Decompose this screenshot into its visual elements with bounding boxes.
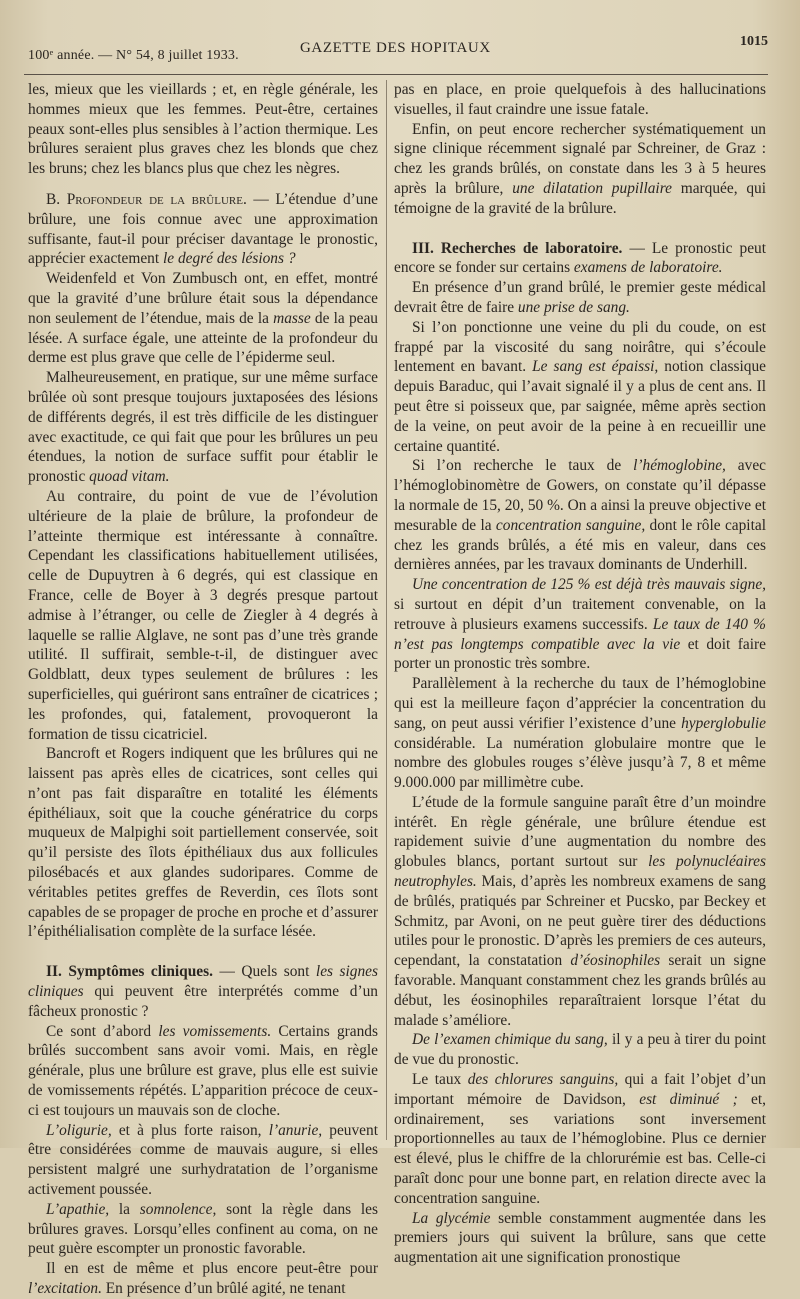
section-heading: III. Recherches de laboratoire. [412,239,623,257]
paragraph-symptoms-heading: II. Symptômes cliniques. — Quels sont les signes cliniques qui peuvent être interprétés comme d’un fâcheux pronostic ? [28,963,378,1020]
header-rule [24,74,768,75]
paragraph: Parallèlement à la recherche du taux de l’hémoglobine qui est la meilleure façon d’apprécier la concentration du sang, on peut aussi vérifier l’existence d’une hyperglobulie considérable. La numération globulaire montre que le nombre des globules rouges s’élève jusqu’à 7, 8 et même 9.000.000 par millimètre cube. [394,675,766,792]
paragraph: Si l’on ponctionne une veine du pli du coude, on est frappé par la viscosité du sang noirâtre, qui s’écoule lentement en bavant. Le sang est épaissi, notion classique depuis Baraduc, qui l’avait signalé il y a plus de cent ans. Il peut être si poisseux que, par saignée, même après section de la veine, on peut avoir de la peine à en recueillir une certaine quantité. [394,318,766,455]
right-column [394,80,766,1268]
paragraph: pas en place, en proie quelquefois à des hallucinations visuelles, il faut craindre une issue fatale. [394,81,766,118]
paragraph: Enfin, on peut encore rechercher systématiquement un signe clinique récemment signalé par Schreiner, de Graz : chez les grands brûlés, on constate dans les 3 à 5 heures après la brûlure, une dilatation pupillaire marquée, qui témoigne de la gravité de la brûlure. [394,120,766,217]
section-heading: II. Symptômes cliniques. [46,963,213,981]
paragraph: les, mieux que les vieillards ; et, en règle générale, les hommes mieux que les femmes. Peut-être, certaines peaux sont-elles plus sensibles à l’action thermique. Les brûlures seraient plus graves chez les blonds que chez les bruns; chez les blancs plus que chez les nègres. [28,81,378,178]
paragraph: De l’examen chimique du sang, il y a peu à tirer du point de vue du pronostic. [394,1031,767,1069]
paragraph: L’étude de la formule sanguine paraît être d’un moindre intérêt. En règle générale, une brûlure étendue est rapidement suivie d’une augmentation du nombre des globules blancs, portant surtout sur les polynucléaires neutrophyles. Mais, d’après les nombreux examens de sang de brûlés, pratiqués par Schreiner et Pucsko, par Beckey et Schmitz, par Avoni, on ne peut guère tirer des déductions utiles pour le pronostic. D’après les premiers de ces auteurs, cependant, la constatation d’éosinophiles serait un signe favorable. Manquant constamment chez les grands brûlés au début, les éosinophiles reparaîtraient lorsque l’état du malade s’améliore. [394,793,767,1029]
section-heading: B. Profondeur de la brûlure. [46,190,247,208]
paragraph: Au contraire, du point de vue de l’évolution ultérieure de la plaie de brûlure, la profondeur de l’atteinte thermique est intéressante à connaître. Cependant les classifications habituellement utilisées, celle de Dupuytren à 6 degrés, qui est classique en France, celle de Boyer à 3 degrés presque partout admise à l’étranger, ou celle de Ziegler à 4 degrés à laquelle se rallie Alglave, ne sont pas d’une très grande utilité. Il suffirait, semble-t-il, de distinguer avec Goldblatt, deux types seulement de brûlures : les superficielles, qui guériront sans entraîner de cicatrices ; les profondes, qui, fatalement, provoqueront la formation de tissu cicatriciel. [28,487,378,743]
paragraph: Si l’on recherche le taux de l’hémoglobine, avec l’hémoglobinomètre de Gowers, on constate qu’il dépasse la normale de 15, 20, 50 %. On a ainsi la preuve objective et mesurable de la concentration sanguine, dont le rôle capital chez les grands brûlés, a été mis en valeur, dans ces dernières années, par les travaux dominants de Underhill. [394,457,766,574]
paragraph: L’apathie, la somnolence, sont la règle dans les brûlures graves. Lorsqu’elles confinent au coma, on ne peut guère escompter un pronostic favorable. [28,1200,378,1258]
paragraph: Ce sont d’abord les vomissements. Certains grands brûlés succombent sans avoir vomi. Mais, en règle générale, plus une brûlure est grave, plus elle est suivie de vomissements répétés. L’apparition précoce de ceux-ci est toujours un mauvais son de cloche. [28,1022,378,1119]
page-header [28,34,768,72]
paragraph: Il en est de même et plus encore peut-être pour l’excitation. En présence d’un brûlé agité, ne tenant [28,1260,378,1298]
journal-title: GAZETTE DES HOPITAUX [300,40,491,56]
paragraph: En présence d’un grand brûlé, le premier geste médical devrait être de faire une prise de sang. [394,279,766,316]
page-number: 1015 [740,34,768,49]
paragraph: L’oligurie, et à plus forte raison, l’anurie, peuvent être considérées comme de mauvais augure, si elles persistent malgré une surhydratation de l’organisme activement poussée. [28,1121,378,1199]
paragraph-laboratory-heading: III. Recherches de laboratoire. — Le pronostic peut encore se fonder sur certains examens de laboratoire. [394,239,767,277]
paragraph: Weidenfeld et Von Zumbusch ont, en effet, montré que la gravité d’une brûlure était sous la dépendance non seulement de l’étendue, mais de la masse de la peau lésée. A surface égale, une atteinte de la profondeur du derme est plus grave que celle de l’épiderme seul. [28,270,378,367]
paragraph: Une concentration de 125 % est déjà très mauvais signe, si surtout en dépit d’un traitement convenable, on la retrouve à plusieurs examens successifs. Le taux de 140 % n’est pas longtemps compatible avec la vie et doit faire porter un pronostic très sombre. [394,576,766,673]
paragraph: La glycémie semble constamment augmentée dans les premiers jours qui suivent la brûlure, sans que cette augmentation ait une signification pronostique [394,1209,766,1267]
paragraph: Le taux des chlorures sanguins, qui a fait l’objet d’un important mémoire de Davidson, est diminué ; et, ordinairement, ses variations sont inversement proportionnelles au taux de l’hémoglobine. Plus ce dernier est élevé, plus le chiffre de la chlorurémie est bas. Celle-ci paraît donc pour une bonne part, en relation directe avec la concentration sanguine. [394,1071,766,1207]
paragraph: Bancroft et Rogers indiquent que les brûlures qui ne laissent pas après elles de cicatrices, sont celles qui n’ont pas fait disparaître en totalité les éléments épithéliaux, soit que la couche génératrice du corps muqueux de Malpighi soit partiellement conservée, soit qu’il persiste des îlots épithéliaux dus aux follicules pilosébacés et aux glandes sudoripares. Comme de véritables petites greffes de Reverdin, ces îlots sont capables de se propager de proche en proche et d’assurer l’épithélialisation complète de la surface lésée. [28,745,378,941]
left-column [28,80,378,1299]
column-divider [386,80,387,1140]
paragraph: Malheureusement, en pratique, sur une même surface brûlée où sont presque toujours juxtaposées des lésions de différents degrés, il est très difficile de les distinguer avec exactitude, ce qui fait que pour les brûlures un peu étendues, la notion de surface suffit pour établir le pronostic quoad vitam. [28,369,378,486]
paragraph-depth-heading: B. Profondeur de la brûlure. — L’étendue d’une brûlure, une fois connue avec une approximation suffisante, faut-il pour préciser davantage le pronostic, apprécier exactement le degré des lésions ? [28,190,378,268]
issue-line: 100ᵉ année. — N° 54, 8 juillet 1933. [28,48,239,63]
